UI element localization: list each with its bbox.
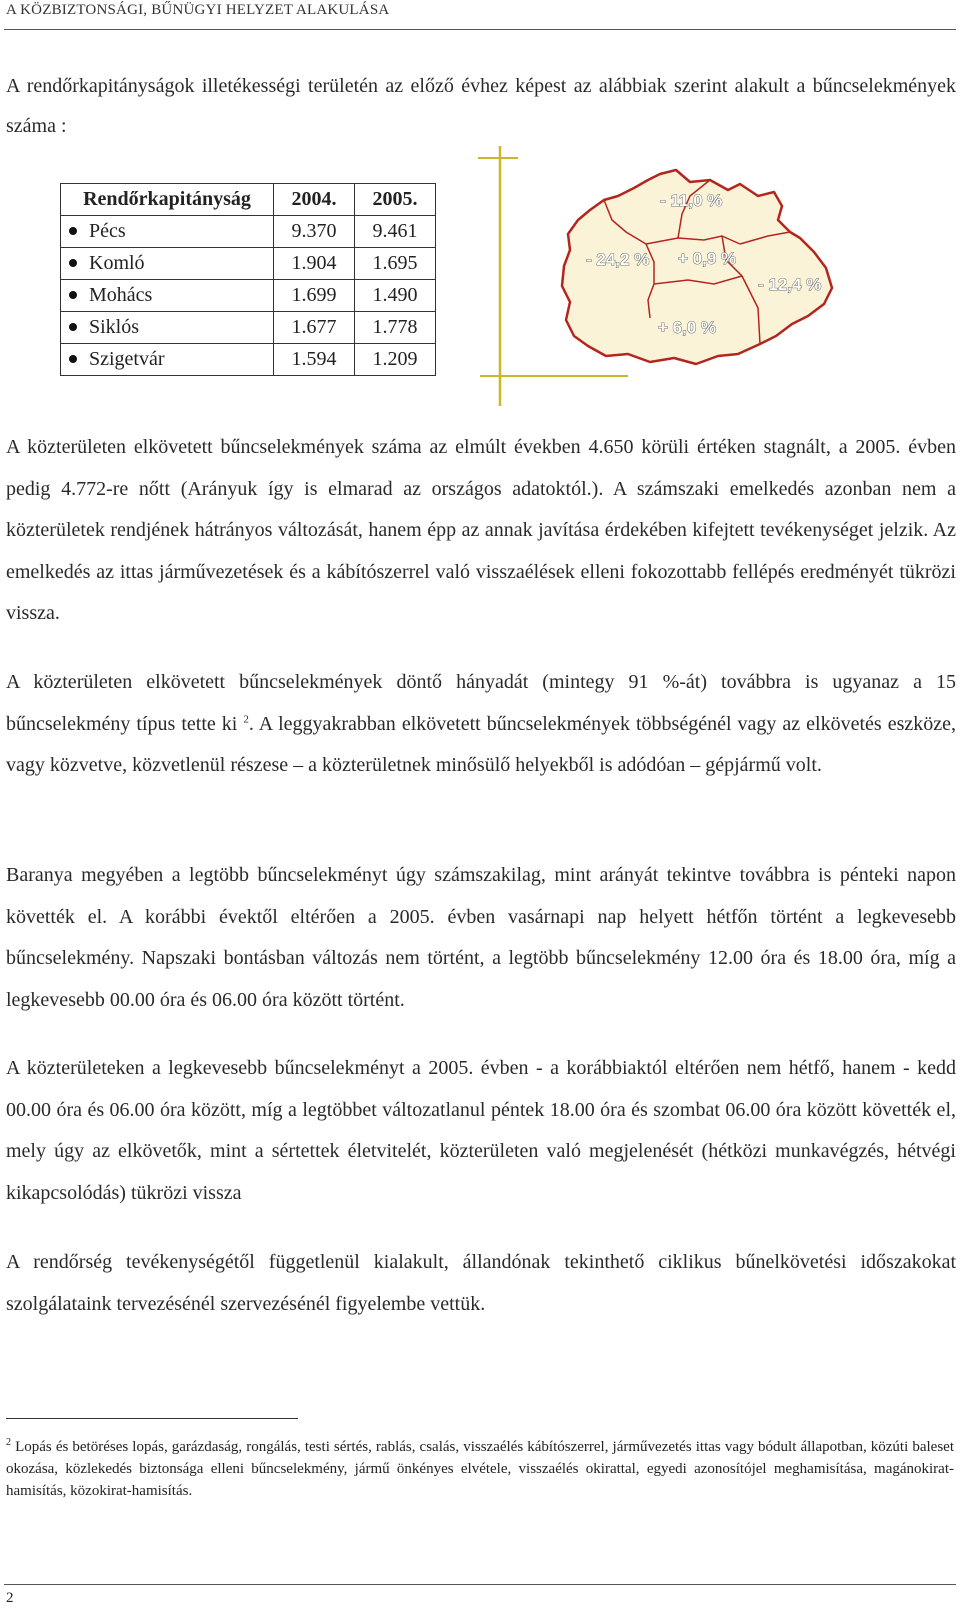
- paragraph-2-part-1: A közterületen elkövetett bűncselekmények döntő hányadát (mintegy 91 %-át) továbbra is ugyanaz a 15 bűncselekmény típus tette ki: [6, 671, 956, 735]
- map-label: + 6,0 %: [658, 318, 717, 337]
- bullet-icon: [69, 323, 77, 331]
- paragraph-4: A közterületeken a legkevesebb bűncselekményt a 2005. évben - a korábbiaktól eltérően nem hétfő, hanem - kedd 00.00 óra és 06.00 óra között, míg a legtöbbet változatlanul péntek 18.00 óra és szombat 06.00 óra között követték el, mely úgy az elkövetők, mint a sértettek életvitelét, közterületen való megjelenését (hétközi munkavégzés, hétvégi kikapcsolódás) tükrözi vissza: [6, 1057, 956, 1204]
- page-number: 2: [6, 1590, 14, 1606]
- table-header-cell: 2005.: [355, 184, 436, 216]
- paragraph-2: [6, 662, 956, 787]
- paragraph-5: A rendőrség tevékenységétől függetlenül kialakult, állandónak tekinthető ciklikus bűnelkövetési időszakokat szolgálataink tervezésénél szervezésénél figyelembe vettük.: [6, 1251, 956, 1315]
- footer-divider: [4, 1584, 956, 1585]
- paragraph-2-part-2: . A leggyakrabban elkövetett bűncselekmények többségénél vagy az elkövetés eszköze, vagy közvetve, közvetlenül részese – a közterületnek minősülő helyekből is adódóan – gépjármű volt.: [6, 712, 957, 776]
- value-2005: 1.209: [355, 344, 436, 376]
- station-name: Pécs: [89, 220, 126, 242]
- footnote-reference[interactable]: 2: [243, 712, 249, 725]
- paragraph-3: Baranya megyében a legtöbb bűncselekményt úgy számszakilag, mint arányát tekintve továbbra is pénteki napon követték el. A korábbi évektől eltérően a 2005. évben vasárnapi nap helyett hétfőn történt a legkevesebb bűncselekmény. Napszaki bontásban változás nem történt, a legtöbb bűncselekmény 12.00 óra és 18.00 óra, míg a legkevesebb 00.00 óra és 06.00 óra között történt.: [6, 864, 956, 1011]
- value-2004: 1.677: [274, 312, 355, 344]
- table-row: [61, 344, 436, 376]
- header-divider: [4, 29, 956, 30]
- footnote-text: Lopás és betöréses lopás, garázdaság, rongálás, testi sértés, rablás, csalás, visszaélés kábítószerrel, járművezetés ittas vagy bódult állapotban, közúti baleset okozása, közlekedés biztonsága elleni bűncselekmény, jármű önkényes elvétele, visszaélés okirattal, egyedi azonosítójel meghamisítása, magánokirat-hamisítás, közokirat-hamisítás.: [6, 1439, 954, 1499]
- table-row: [61, 216, 436, 248]
- value-2005: 1.778: [355, 312, 436, 344]
- station-name: Mohács: [89, 284, 153, 306]
- county-map-figure: [478, 140, 858, 410]
- footnote: [6, 1432, 954, 1502]
- county-map-svg: [478, 140, 858, 410]
- value-2004: 1.594: [274, 344, 355, 376]
- station-name: Siklós: [89, 316, 140, 338]
- value-2005: 9.461: [355, 216, 436, 248]
- map-label: - 11,0 %: [660, 191, 723, 210]
- table-header-cell: 2004.: [274, 184, 355, 216]
- table-header-row: [61, 184, 436, 216]
- map-label: - 24,2 %: [586, 250, 650, 269]
- intro-paragraph: A rendőrkapitányságok illetékességi területén az előző évhez képest az alábbiak szerint alakult a bűncselekmények száma :: [6, 75, 956, 137]
- table-row: [61, 280, 436, 312]
- page-header-title: A KÖZBIZTONSÁGI, BŰNÜGYI HELYZET ALAKULÁSA: [6, 2, 390, 18]
- footnote-divider: [6, 1418, 298, 1419]
- value-2005: 1.490: [355, 280, 436, 312]
- station-name: Komló: [89, 252, 145, 274]
- value-2004: 1.699: [274, 280, 355, 312]
- table-row: [61, 248, 436, 280]
- map-label: + 0,9 %: [678, 249, 737, 268]
- paragraph-1: A közterületen elkövetett bűncselekmények száma az elmúlt években 4.650 körüli értéken stagnált, a 2005. évben pedig 4.772-re nőtt (Arányuk így is elmarad az országos adatoktól.). A számszaki emelkedés azonban nem a közterületek rendjének hátrányos változását, hanem épp az annak javítása érdekében kifejtett tevékenységet jelzik. Az emelkedés az ittas járművezetések és a kábítószerrel való visszaélések elleni fokozottabb fellépés eredményét tükrözi vissza.: [6, 436, 956, 624]
- table-header-cell: Rendőrkapitányság: [61, 184, 274, 216]
- station-name: Szigetvár: [89, 348, 165, 370]
- bullet-icon: [69, 259, 77, 267]
- value-2005: 1.695: [355, 248, 436, 280]
- crime-count-table: [60, 183, 436, 376]
- map-label: - 12,4 %: [758, 275, 822, 294]
- value-2004: 1.904: [274, 248, 355, 280]
- bullet-icon: [69, 291, 77, 299]
- bullet-icon: [69, 227, 77, 235]
- footnote-marker: 2: [6, 1437, 11, 1448]
- value-2004: 9.370: [274, 216, 355, 248]
- table-row: [61, 312, 436, 344]
- bullet-icon: [69, 355, 77, 363]
